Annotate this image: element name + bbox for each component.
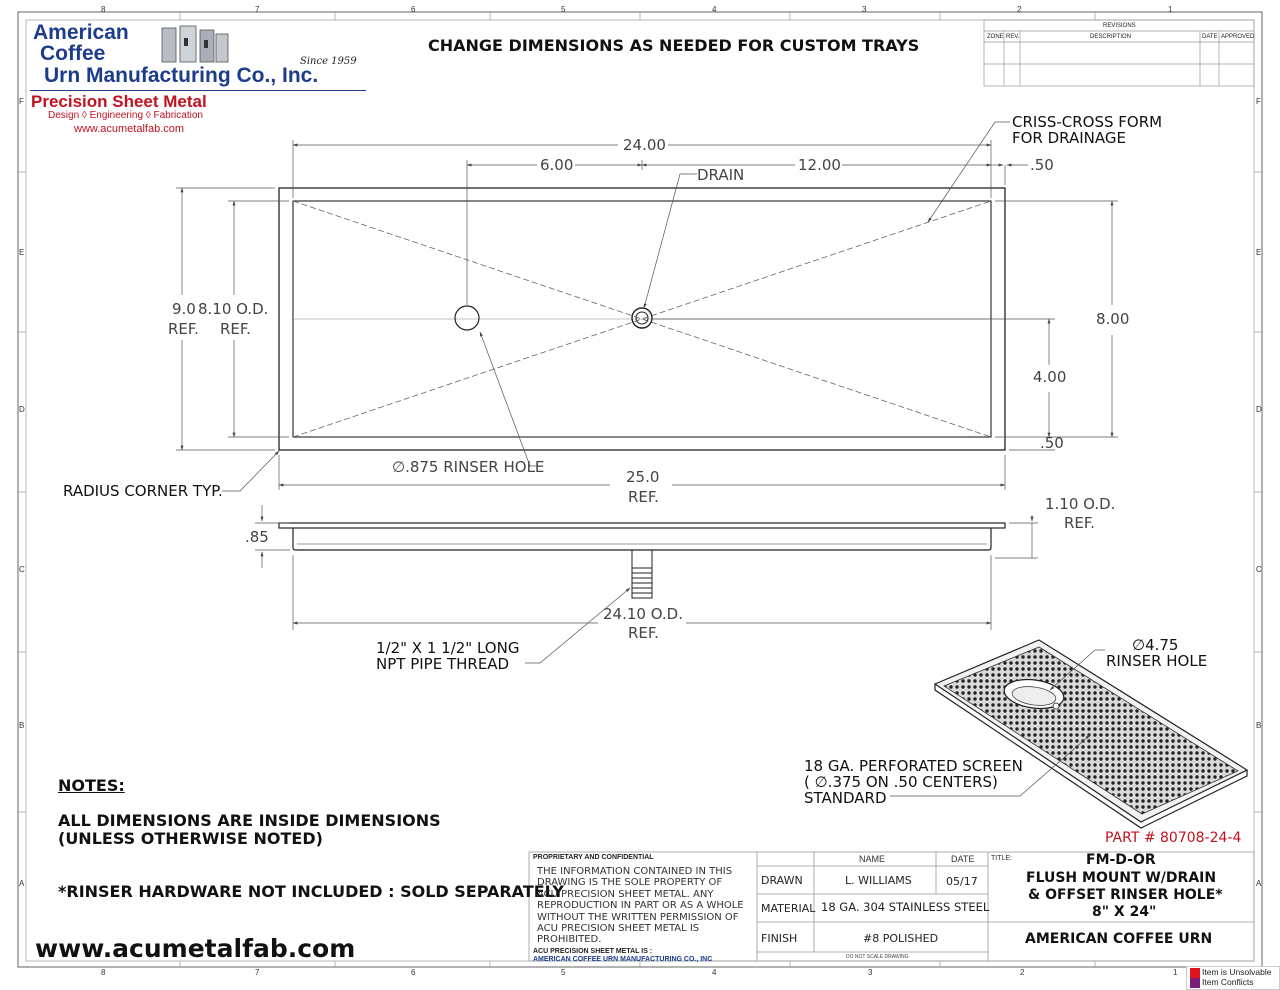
legend-conflicts: Item Conflicts (1202, 977, 1254, 987)
zone-bottom-7: 7 (255, 968, 260, 977)
dim-inside-width: 8.00 (1096, 310, 1130, 328)
label-criss-cross-2: FOR DRAINAGE (1012, 129, 1126, 147)
title-line-4: 8" X 24" (1092, 904, 1157, 920)
dim-outer-width-ref: REF. (168, 320, 199, 338)
urn-illustration (160, 24, 230, 64)
zone-top-5: 5 (561, 5, 566, 14)
revisions-col-zone: ZONE (987, 34, 1004, 40)
zone-right-e: E (1256, 248, 1262, 257)
dim-od-height: 1.10 O.D. (1045, 495, 1116, 513)
label-rinser-hole-small: ∅.875 RINSER HOLE (392, 458, 545, 476)
dim-overall-inside-length: 24.00 (623, 136, 666, 154)
zone-right-a: A (1256, 879, 1262, 888)
zone-left-c: C (19, 565, 25, 574)
zone-right-f: F (1256, 97, 1261, 106)
dim-flange-top: .50 (1030, 156, 1054, 174)
dim-od-height-ref: REF. (1064, 514, 1095, 532)
header-title: CHANGE DIMENSIONS AS NEEDED FOR CUSTOM TRAYS (428, 36, 920, 55)
acu-line: ACU PRECISION SHEET METAL IS : (533, 948, 653, 955)
proprietary-text: THE INFORMATION CONTAINED IN THIS DRAWING IS THE SOLE PROPERTY OF ACU PRECISION SHEET METAL. ANY REPRODUCTION IN PART OR AS A WHOLE WITHOUT THE WRITTEN PERMISSION OF ACU PRECISION SHEET METAL IS PROHIBITED. (537, 866, 744, 946)
logo-division: Precision Sheet Metal (31, 92, 207, 111)
revisions-title: REVISIONS (1103, 23, 1136, 29)
zone-right-d: D (1256, 405, 1262, 414)
label-pipe-thread-2: NPT PIPE THREAD (376, 655, 510, 673)
label-rinser-large-1: ∅4.75 (1132, 636, 1179, 654)
revisions-table (984, 20, 1254, 86)
zone-left-e: E (19, 248, 25, 257)
label-screen-1: 18 GA. PERFORATED SCREEN (804, 757, 1023, 775)
dim-outer-width: 9.0 (172, 300, 196, 318)
row-finish-label: FINISH (761, 932, 798, 945)
company-logo (30, 20, 370, 140)
logo-line-coffee: Coffee (40, 42, 106, 65)
zone-top-8: 8 (101, 5, 106, 14)
revisions-col-date: DATE (1202, 34, 1218, 40)
dim-od-width-ref: REF. (220, 320, 251, 338)
notes-line-1: ALL DIMENSIONS ARE INSIDE DIMENSIONS (58, 811, 441, 830)
zone-top-7: 7 (255, 5, 260, 14)
status-legend (1186, 966, 1280, 990)
zone-bottom-2: 2 (1020, 968, 1025, 977)
dim-overall-length-ref: REF. (628, 488, 659, 506)
do-not-scale: DO NOT SCALE DRAWING (846, 954, 909, 960)
row-material-label: MATERIAL (761, 902, 816, 915)
zone-left-b: B (19, 721, 25, 730)
revisions-col-description: DESCRIPTION (1090, 34, 1132, 40)
logo-website: www.acumetalfab.com (74, 123, 185, 135)
zone-bottom-1: 1 (1173, 968, 1178, 977)
label-drain: DRAIN (697, 166, 745, 184)
pipe-thread (632, 568, 652, 598)
row-material-value: 18 GA. 304 STAINLESS STEEL (821, 900, 990, 914)
dim-flange-bottom: .50 (1040, 434, 1064, 452)
dim-drain-to-end: 12.00 (798, 156, 841, 174)
zone-right-c: C (1256, 565, 1262, 574)
legend-unsolvable: Item is Unsolvable (1202, 967, 1272, 977)
dim-od-width: 8.10 O.D. (198, 300, 269, 318)
website-big[interactable]: www.acumetalfab.com (35, 934, 356, 963)
revisions-col-rev: REV. (1006, 34, 1020, 40)
acu-company: AMERICAN COFFEE URN MANUFACTURING CO., INC (533, 956, 713, 963)
notes-rinser: *RINSER HARDWARE NOT INCLUDED : SOLD SEPARATELY (58, 882, 564, 901)
label-screen-3: STANDARD (804, 789, 887, 807)
zone-top-3: 3 (862, 5, 867, 14)
title-label: TITLE: (991, 855, 1013, 862)
label-pipe-thread-1: 1/2" X 1 1/2" LONG (376, 639, 520, 657)
part-number: PART # 80708-24-4 (1105, 830, 1242, 846)
zone-bottom-4: 4 (712, 968, 717, 977)
title-line-1: FM-D-OR (1086, 852, 1156, 868)
rinser-hole-small (455, 306, 479, 330)
zone-top-4: 4 (712, 5, 717, 14)
notes-line-2: (UNLESS OTHERWISE NOTED) (58, 829, 323, 848)
row-drawn-label: DRAWN (761, 874, 803, 887)
dim-depth: .85 (245, 528, 269, 546)
logo-line-urn: Urn Manufacturing Co., Inc. (44, 64, 319, 87)
proprietary-heading: PROPRIETARY AND CONFIDENTIAL (533, 854, 654, 861)
row-drawn-name: L. WILLIAMS (845, 874, 912, 887)
title-line-3: & OFFSET RINSER HOLE* (1028, 887, 1223, 903)
dim-overall-length: 25.0 (626, 468, 660, 486)
unsolvable-swatch (1190, 968, 1200, 978)
notes-heading: NOTES: (58, 776, 125, 795)
logo-since: Since 1959 (300, 56, 357, 67)
label-screen-2: ( ∅.375 ON .50 CENTERS) (804, 773, 998, 791)
title-line-2: FLUSH MOUNT W/DRAIN (1026, 870, 1217, 886)
zone-left-d: D (19, 405, 25, 414)
label-rinser-large-2: RINSER HOLE (1106, 652, 1208, 670)
row-finish-value: #8 POLISHED (863, 932, 939, 945)
zone-top-2: 2 (1017, 5, 1022, 14)
zone-bottom-5: 5 (561, 968, 566, 977)
zone-left-a: A (19, 879, 25, 888)
label-criss-cross-1: CRISS-CROSS FORM (1012, 113, 1163, 131)
zone-left-f: F (19, 97, 24, 106)
zone-top-6: 6 (411, 5, 416, 14)
revisions-col-approved: APPROVED (1221, 34, 1255, 40)
logo-line-american: American (33, 21, 129, 44)
zone-right-b: B (1256, 721, 1262, 730)
conflicts-swatch (1190, 978, 1200, 988)
label-radius-corner: RADIUS CORNER TYP. (63, 482, 223, 500)
col-date: DATE (951, 854, 975, 864)
zone-top-1: 1 (1168, 5, 1173, 14)
row-drawn-date: 05/17 (946, 875, 978, 888)
tray-side-view (279, 523, 1005, 568)
logo-services: Design ◊ Engineering ◊ Fabrication (48, 110, 203, 121)
dim-drain-offset: 6.00 (540, 156, 574, 174)
zone-bottom-6: 6 (411, 968, 416, 977)
zone-bottom-8: 8 (101, 968, 106, 977)
dim-od-length-ref: REF. (628, 624, 659, 642)
dim-drain-center: 4.00 (1033, 368, 1067, 386)
drain-hole (632, 308, 652, 328)
title-company: AMERICAN COFFEE URN (1025, 931, 1213, 947)
col-name: NAME (859, 854, 886, 864)
dim-od-length: 24.10 O.D. (603, 605, 683, 623)
zone-bottom-3: 3 (868, 968, 873, 977)
